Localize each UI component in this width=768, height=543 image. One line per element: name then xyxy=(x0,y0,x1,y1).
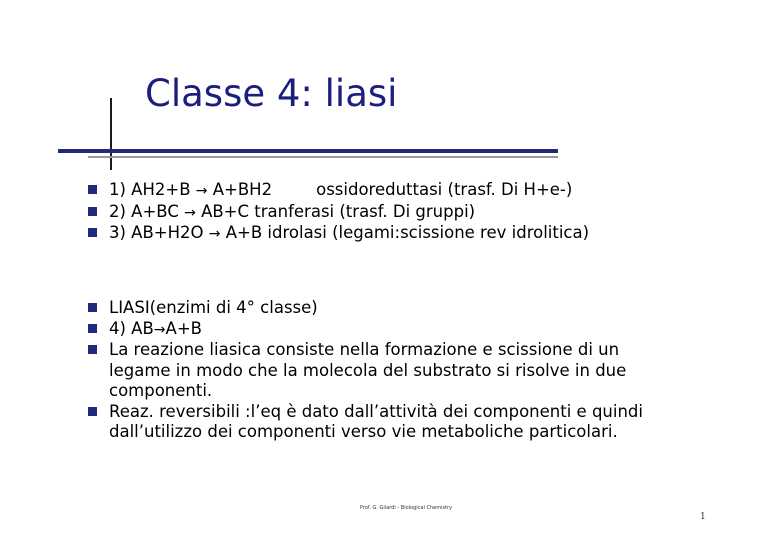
list-item: LIASI(enzimi di 4° classe) xyxy=(88,298,669,319)
list-item: 1) AH2+B → A+BH2 ossidoreduttasi (trasf. Di H+e-) xyxy=(88,180,669,202)
page-number: 1 xyxy=(700,512,706,522)
arrow-icon: → xyxy=(184,204,196,221)
list-item: 3) AB+H2O → A+B idrolasi (legami:scissione rev idrolitica) xyxy=(88,223,669,245)
bullet-icon xyxy=(88,407,97,416)
lyase-list xyxy=(88,298,669,443)
list-item: 2) A+BC → AB+C tranferasi (trasf. Di gruppi) xyxy=(88,202,669,224)
arrow-icon: → xyxy=(208,226,221,242)
footer-credit: Prof. G. Gilardi - Biological Chemistry xyxy=(360,505,453,511)
list-item: 4) AB→A+B xyxy=(88,319,669,341)
bullet-icon xyxy=(88,303,97,312)
bullet-icon xyxy=(88,185,97,194)
slide-title: Classe 4: liasi xyxy=(145,72,398,115)
bullet-icon xyxy=(88,228,97,237)
bullet-icon xyxy=(88,324,97,333)
list-item: La reazione liasica consiste nella formazione e scissione di un legame in modo che la molecola del substrato si risolve in due componenti. xyxy=(88,340,669,402)
reaction-list xyxy=(88,180,669,245)
arrow-icon: → xyxy=(153,321,166,338)
title-underline-shadow xyxy=(88,156,558,158)
list-item: Reaz. reversibili :l’eq è dato dall’attività dei componenti e quindi dall’utilizzo dei componenti verso vie metaboliche particolari. xyxy=(88,402,669,443)
title-underline xyxy=(58,149,558,153)
bullet-icon xyxy=(88,207,97,216)
arrow-icon: → xyxy=(195,183,208,199)
bullet-icon xyxy=(88,345,97,354)
vertical-rule xyxy=(110,98,112,170)
